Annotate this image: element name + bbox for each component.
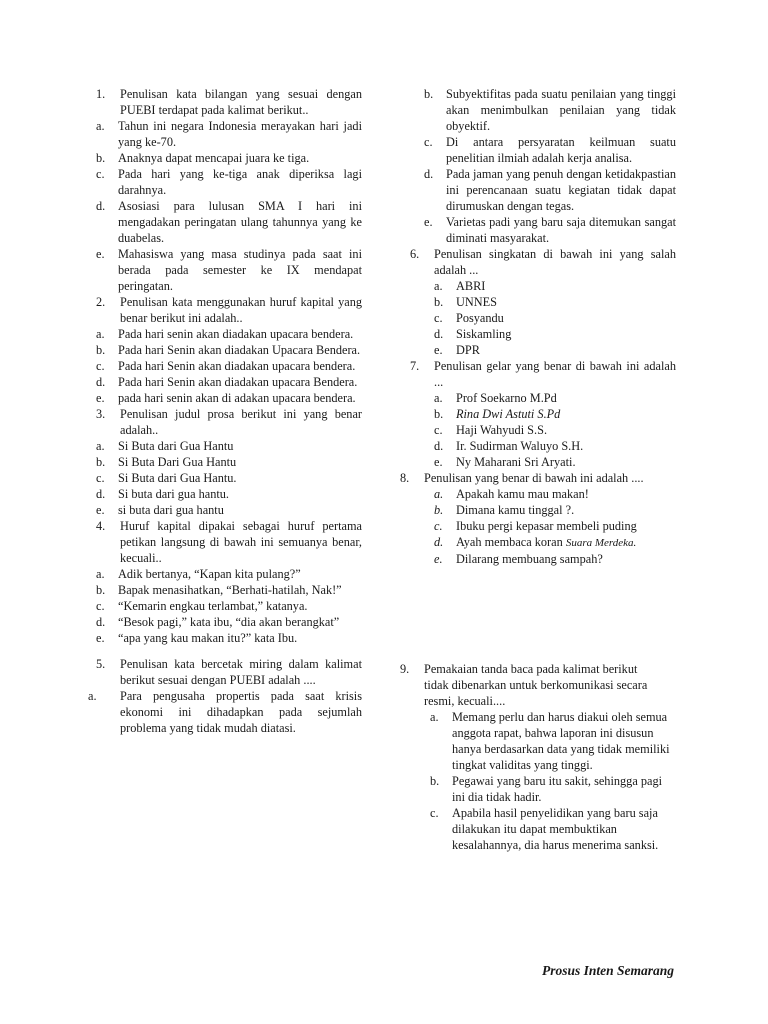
option-letter: e.	[424, 215, 433, 229]
options-5	[88, 688, 362, 736]
option-text: si buta dari gua hantu	[118, 503, 224, 517]
option-letter: e.	[434, 455, 443, 469]
option-text: Di antara persyaratan keilmuan suatu penelitian ilmiah adalah kerja analisa.	[446, 135, 676, 165]
question-stem: Penulisan yang benar di bawah ini adalah ....	[424, 471, 644, 485]
option-text: Ny Maharani Sri Aryati.	[456, 455, 576, 469]
options-7	[400, 390, 676, 470]
options-3	[96, 438, 362, 518]
question-number: 1.	[96, 87, 106, 101]
question-number: 2.	[96, 295, 106, 309]
option-letter: b.	[96, 343, 106, 357]
option-b	[430, 773, 676, 805]
option-d	[424, 166, 676, 214]
option-letter: d.	[96, 615, 106, 629]
option-d	[96, 198, 362, 246]
option-text: Asosiasi para lulusan SMA I hari ini mengadakan peringatan ulang tahunnya yang ke duabelas.	[118, 199, 362, 245]
option-text: Dilarang membuang sampah?	[456, 552, 603, 566]
option-text: Prof Soekarno M.Pd	[456, 391, 557, 405]
option-letter: c.	[96, 471, 105, 485]
option-text: Rina Dwi Astuti S.Pd	[456, 407, 561, 421]
option-text: Bapak menasihatkan, “Berhati-hatilah, Nak!”	[118, 583, 342, 597]
option-text: UNNES	[456, 295, 497, 309]
option-text: Posyandu	[456, 311, 504, 325]
option-letter: a.	[96, 567, 105, 581]
option-letter: d.	[434, 327, 444, 341]
option-text: Si Buta dari Gua Hantu	[118, 439, 234, 453]
option-e	[96, 246, 362, 294]
option-text: Pada hari Senin akan diadakan upacara bendera.	[118, 359, 356, 373]
option-text: “apa yang kau makan itu?” kata Ibu.	[118, 631, 298, 645]
option-letter: d.	[96, 487, 106, 501]
options-6	[400, 278, 676, 358]
option-a	[430, 709, 676, 773]
options-9	[400, 709, 676, 853]
option-c	[96, 470, 362, 486]
option-text: Pegawai yang baru itu sakit, sehingga pagi ini dia tidak hadir.	[452, 774, 663, 804]
option-text: “Besok pagi,” kata ibu, “dia akan berangkat”	[118, 615, 340, 629]
question-stem: Penulisan kata menggunakan huruf kapital yang benar berikut ini adalah..	[120, 295, 362, 325]
option-text: Apabila hasil penyelidikan yang baru saja dilakukan itu dapat membuktikan kesalahannya, dia harus menerima sanksi.	[452, 806, 659, 852]
option-letter: a.	[434, 279, 443, 293]
option-d	[434, 534, 676, 551]
option-text: Dimana kamu tinggal ?.	[456, 503, 575, 517]
option-text: Pada hari Senin akan diadakan upacara Bendera.	[118, 375, 358, 389]
option-letter: a.	[434, 391, 443, 405]
option-a	[434, 278, 676, 294]
options-1	[96, 118, 362, 294]
option-letter: e.	[434, 552, 443, 566]
question-stem: Penulisan judul prosa berikut ini yang benar adalah..	[120, 407, 362, 437]
option-letter: c.	[96, 167, 105, 181]
question-9	[400, 661, 664, 709]
option-b	[96, 454, 362, 470]
option-letter: c.	[434, 311, 443, 325]
option-letter: c.	[96, 599, 105, 613]
option-b	[96, 150, 362, 166]
question-number: 3.	[96, 407, 106, 421]
question-number: 5.	[96, 657, 106, 671]
option-text: Ayah membaca koran	[456, 535, 566, 549]
option-b	[434, 502, 676, 518]
option-letter: b.	[434, 295, 444, 309]
question-2	[96, 294, 362, 326]
option-letter: e.	[96, 247, 105, 261]
option-letter: e.	[96, 631, 105, 645]
option-c	[96, 598, 362, 614]
option-b	[434, 406, 676, 422]
option-letter: a.	[96, 327, 105, 341]
option-letter: a.	[96, 439, 105, 453]
option-letter: e.	[96, 503, 105, 517]
question-number: 6.	[410, 247, 420, 261]
option-a	[434, 486, 676, 502]
option-letter: a.	[434, 487, 444, 501]
option-text: Siskamling	[456, 327, 512, 341]
option-text: Ibuku pergi kepasar membeli puding	[456, 519, 637, 533]
option-letter: c.	[424, 135, 433, 149]
option-letter: b.	[424, 87, 434, 101]
option-letter: e.	[434, 343, 443, 357]
options-8	[400, 486, 676, 567]
option-letter: d.	[96, 375, 106, 389]
option-a	[96, 118, 362, 150]
option-e	[96, 630, 362, 646]
question-stem: Penulisan kata bercetak miring dalam kalimat berikut sesuai dengan PUEBI adalah ....	[120, 657, 362, 687]
option-c	[434, 310, 676, 326]
option-letter: c.	[430, 806, 439, 820]
option-c	[430, 805, 676, 853]
option-c	[96, 358, 362, 374]
option-d	[434, 326, 676, 342]
option-d	[96, 486, 362, 502]
option-text: Para pengusaha propertis pada saat krisis ekonomi ini dihadapkan pada sejumlah problema yang tidak mudah diatasi.	[120, 689, 362, 735]
option-letter: d.	[424, 167, 434, 181]
option-a	[434, 390, 676, 406]
option-b	[424, 86, 676, 134]
question-number: 7.	[410, 359, 420, 373]
question-number: 4.	[96, 519, 106, 533]
option-letter: a.	[88, 689, 97, 703]
option-text: ABRI	[456, 279, 486, 293]
options-2	[96, 326, 362, 406]
question-4	[96, 518, 362, 566]
options-4	[96, 566, 362, 646]
option-c	[434, 518, 676, 534]
option-text: Anaknya dapat mencapai juara ke tiga.	[118, 151, 310, 165]
option-a	[96, 566, 362, 582]
option-letter: b.	[96, 583, 106, 597]
option-b	[434, 294, 676, 310]
option-letter: d.	[434, 535, 444, 549]
question-number: 9.	[400, 662, 410, 676]
question-stem: Pemakaian tanda baca pada kalimat berikut tidak dibenarkan untuk berkomunikasi secara resmi, kecuali....	[424, 662, 648, 708]
option-letter: b.	[430, 774, 440, 788]
option-e	[96, 390, 362, 406]
option-text: Mahasiswa yang masa studinya pada saat ini berada pada semester ke IX mendapat peringatan.	[118, 247, 362, 293]
question-number: 8.	[400, 471, 410, 485]
option-text: Apakah kamu mau makan!	[456, 487, 589, 501]
option-c	[434, 422, 676, 438]
option-text-italic: Suara Merdeka.	[565, 537, 637, 549]
option-letter: d.	[96, 199, 106, 213]
option-text: Subyektifitas pada suatu penilaian yang tinggi akan menimbulkan penilaian yang tidak obyektif.	[446, 87, 676, 133]
option-c	[96, 166, 362, 198]
footer-brand: Prosus Inten Semarang	[541, 963, 674, 978]
option-text: Si Buta dari Gua Hantu.	[118, 471, 237, 485]
option-d	[96, 374, 362, 390]
option-a	[96, 438, 362, 454]
option-text: Varietas padi yang baru saja ditemukan sangat diminati masyarakat.	[446, 215, 676, 245]
option-text: Haji Wahyudi S.S.	[456, 423, 548, 437]
question-stem: Huruf kapital dipakai sebagai huruf pertama petikan langsung di bawah ini semuanya benar, kecuali..	[120, 519, 362, 565]
option-d	[96, 614, 362, 630]
right-column	[400, 86, 676, 853]
option-a	[88, 688, 362, 736]
question-stem: Penulisan singkatan di bawah ini yang salah adalah ...	[434, 247, 676, 277]
option-letter: c.	[96, 359, 105, 373]
question-8	[400, 470, 676, 486]
question-5	[96, 656, 362, 688]
option-text: Pada hari yang ke-tiga anak diperiksa lagi darahnya.	[118, 167, 362, 197]
option-e	[434, 551, 676, 567]
option-e	[434, 454, 676, 470]
option-text: DPR	[456, 343, 480, 357]
question-stem: Penulisan kata bilangan yang sesuai dengan PUEBI terdapat pada kalimat berikut..	[120, 87, 362, 117]
option-text: Si Buta Dari Gua Hantu	[118, 455, 237, 469]
option-e	[434, 342, 676, 358]
option-text: Tahun ini negara Indonesia merayakan hari jadi yang ke-70.	[118, 119, 362, 149]
option-text: Pada hari senin akan diadakan upacara bendera.	[118, 327, 354, 341]
option-letter: b.	[96, 455, 106, 469]
option-a	[96, 326, 362, 342]
question-1	[96, 86, 362, 118]
question-3	[96, 406, 362, 438]
option-letter: d.	[434, 439, 444, 453]
option-letter: a.	[96, 119, 105, 133]
option-text: Memang perlu dan harus diakui oleh semua anggota rapat, bahwa laporan ini disusun hanya berdasarkan data yang tidak memiliki tingkat validitas yang tinggi.	[452, 710, 670, 772]
option-letter: a.	[430, 710, 439, 724]
option-d	[434, 438, 676, 454]
left-column	[88, 86, 362, 736]
option-e	[424, 214, 676, 246]
option-text: Pada jaman yang penuh dengan ketidakpastian ini perencanaan suatu kegiatan tidak dapat dirumuskan dengan tegas.	[446, 167, 676, 213]
option-letter: b.	[96, 151, 106, 165]
option-e	[96, 502, 362, 518]
option-text: Ir. Sudirman Waluyo S.H.	[456, 439, 584, 453]
option-b	[96, 342, 362, 358]
option-letter: b.	[434, 503, 444, 517]
option-text: Pada hari Senin akan diadakan Upacara Bendera.	[118, 343, 361, 357]
option-c	[424, 134, 676, 166]
option-letter: b.	[434, 407, 444, 421]
options-5-continued	[400, 86, 676, 246]
option-text: “Kemarin engkau terlambat,” katanya.	[118, 599, 308, 613]
option-b	[96, 582, 362, 598]
question-stem: Penulisan gelar yang benar di bawah ini adalah ...	[434, 359, 676, 389]
option-letter: e.	[96, 391, 105, 405]
option-letter: c.	[434, 423, 443, 437]
option-letter: c.	[434, 519, 443, 533]
question-7	[410, 358, 676, 390]
option-text: Adik bertanya, “Kapan kita pulang?”	[118, 567, 301, 581]
option-text: Si buta dari gua hantu.	[118, 487, 229, 501]
option-text: pada hari senin akan di adakan upacara bendera.	[118, 391, 356, 405]
question-6	[410, 246, 676, 278]
